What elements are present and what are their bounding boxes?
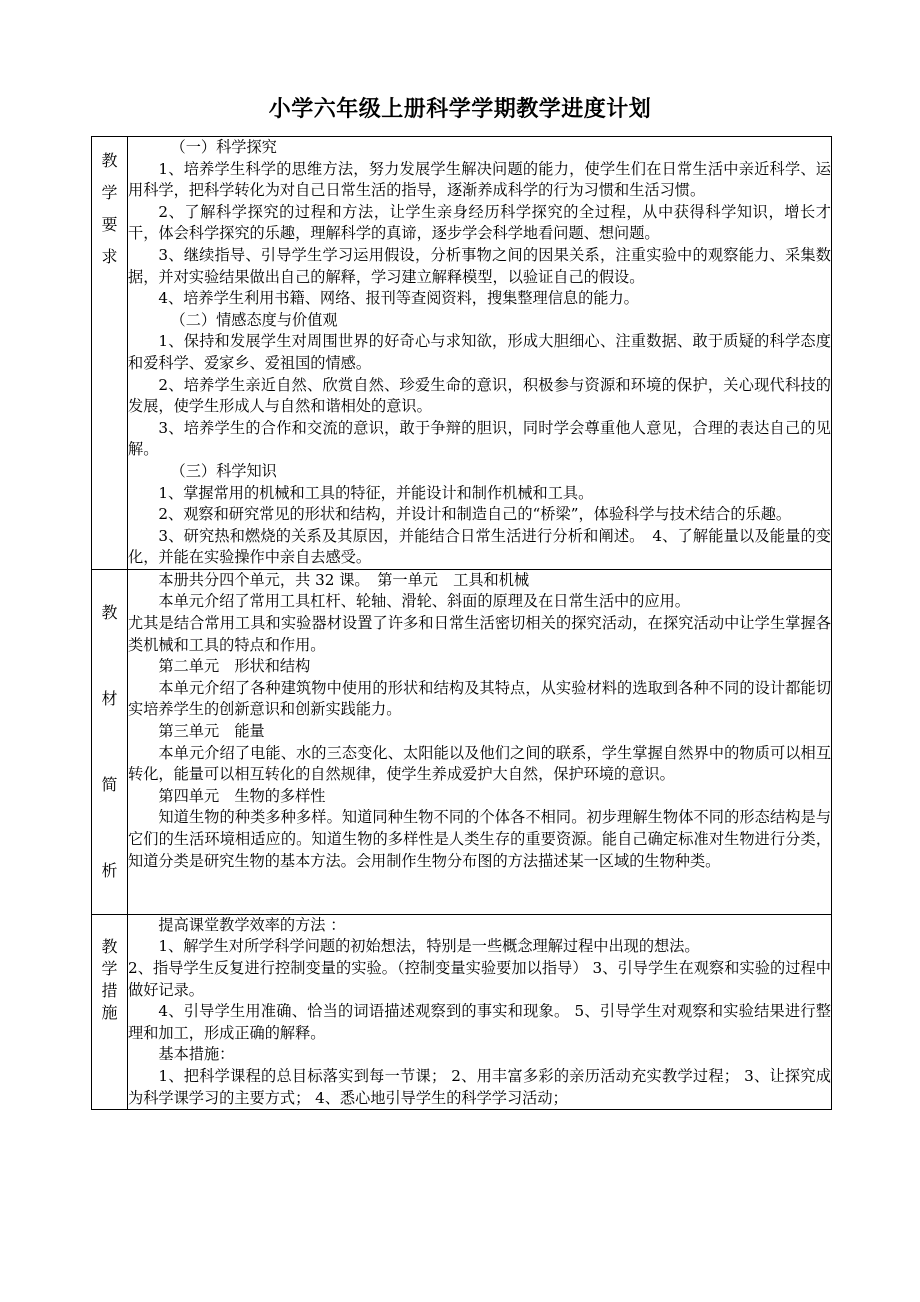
label-char: 施 [101,1002,118,1022]
label-char: 措 [101,980,118,1000]
paragraph: 基本措施： [158,1045,235,1064]
paragraph: 2、培养学生亲近自然、欣赏自然、珍爱生命的意识，积极参与资源和环境的保护，关心现代科技的发展，使学生形成人与自然和谐相处的意识。 [128,375,831,416]
paragraph: 4、培养学生利用书籍、网络、报刊等查阅资料，搜集整理信息的能力。 [158,289,639,308]
label-char: 要 [101,215,118,234]
label-char: 学 [101,183,118,202]
section-content-requirements [128,137,832,570]
paragraph: 提高课堂教学效率的方法 ： [158,915,346,934]
paragraph: 本册共分四个单元，共 32 课。 第一单元 工具和机械 [158,570,530,589]
paragraph: 4、引导学生用准确、恰当的词语描述观察到的事实和现象。 5、引导学生对观察和实验结果进行整理和加工，形成正确的解释。 [128,1002,831,1042]
page-title: 小学六年级上册科学学期教学进度计划 [268,97,652,122]
subheading: （二）情感态度与价值观 [170,310,338,329]
paragraph: 1、掌握常用的机械和工具的特征，并能设计和制作机械和工具。 [158,483,594,502]
paragraph: 本单元介绍了各种建筑物中使用的形状和结构及其特点，从实验材料的选取到各种不同的设计都能切实培养学生的创新意识和创新实践能力。 [128,678,831,719]
paragraph: 2、了解科学探究的过程和方法，让学生亲身经历科学探究的全过程，从中获得科学知识，增长才干，体会科学探究的乐趣，理解科学的真谛，逐步学会科学地看问题、想问题。 [128,202,831,243]
label-char: 教 [101,602,118,622]
section-label-requirements [92,137,128,570]
section-measures [92,914,832,1109]
section-content-measures [128,914,832,1109]
section-label-materials [92,569,128,914]
paragraph: 3、培养学生的合作和交流的意识，敢于争辩的胆识，同时学会尊重他人意见，合理的表达自己的见解。 [128,418,831,459]
section-requirements [92,137,832,570]
unit-heading: 第四单元 生物的多样性 [158,786,326,805]
unit-heading: 第二单元 形状和结构 [158,657,311,676]
label-char: 教 [101,151,118,170]
section-materials [92,569,832,914]
subheading: （一）科学探究 [170,138,277,156]
paragraph: 3、研究热和燃烧的关系及其原因，并能结合日常生活进行分析和阐述。 4、了解能量以及能量的变化，并能在实验操作中亲自去感受。 [128,526,831,567]
label-char: 教 [101,936,118,956]
paragraph: 1、把科学课程的总目标落实到每一节课； 2、用丰富多彩的亲历活动充实教学过程； 3、让探究成为科学课学习的主要方式； 4、悉心地引导学生的科学学习活动； [128,1067,831,1107]
label-char: 简 [101,774,118,794]
section-label-measures [92,914,128,1109]
paragraph: 1、解学生对所学科学问题的初始想法，特别是一些概念理解过程中出现的想法。 [158,937,700,956]
label-char: 求 [101,247,118,266]
paragraph: 知道生物的种类多种多样。知道同种生物不同的个体各不相同。初步理解生物体不同的形态结构是与它们的生活环境相适应的。知道生物的多样性是人类生存的重要资源。能自己确定标准对生物进行分类，知道分类是研究生物的基本方法。会用制作生物分布图的方法描述某一区域的生物种类。 [128,808,831,870]
paragraph: 本单元介绍了常用工具杠杆、轮轴、滑轮、斜面的原理及在日常生活中的应用。 [158,592,690,611]
paragraph: 1、保持和发展学生对周围世界的好奇心与求知欲，形成大胆细心、注重数据、敢于质疑的科学态度和爱科学、爱家乡、爱祖国的情感。 [128,332,831,372]
paragraph: 3、继续指导、引导学生学习运用假设，分析事物之间的因果关系，注重实验中的观察能力、采集数据，并对实验结果做出自己的解释，学习建立解释模型，以验证自己的假设。 [128,245,831,286]
label-char: 学 [101,958,118,978]
unit-heading: 第三单元 能量 [158,722,265,741]
paragraph: 本单元介绍了电能、水的三态变化、太阳能以及他们之间的联系，学生掌握自然界中的物质可以相互转化，能量可以相互转化的自然规律，使学生养成爱护大自然，保护环境的意识。 [128,743,831,784]
section-content-materials [128,569,832,914]
paragraph: 尤其是结合常用工具和实验器材设置了许多和日常生活密切相关的探究活动，在探究活动中让学生掌握各类机械和工具的特点和作用。 [128,614,831,654]
plan-table [91,136,832,1110]
label-char: 材 [101,688,118,708]
label-char: 析 [101,860,118,880]
paragraph: 2、指导学生反复进行控制变量的实验。（控制变量实验要加以指导） 3、引导学生在观察和实验的过程中做好记录。 [128,959,831,999]
paragraph: 1、培养学生科学的思维方法，努力发展学生解决问题的能力，使学生们在日常生活中亲近科学、运用科学，把科学转化为对自己日常生活的指导，逐渐养成科学的行为习惯和生活习惯。 [128,159,831,200]
paragraph: 2、观察和研究常见的形状和结构，并设计和制造自己的“桥梁”，体验科学与技术结合的乐趣。 [158,505,792,524]
subheading: （三）科学知识 [170,461,277,480]
